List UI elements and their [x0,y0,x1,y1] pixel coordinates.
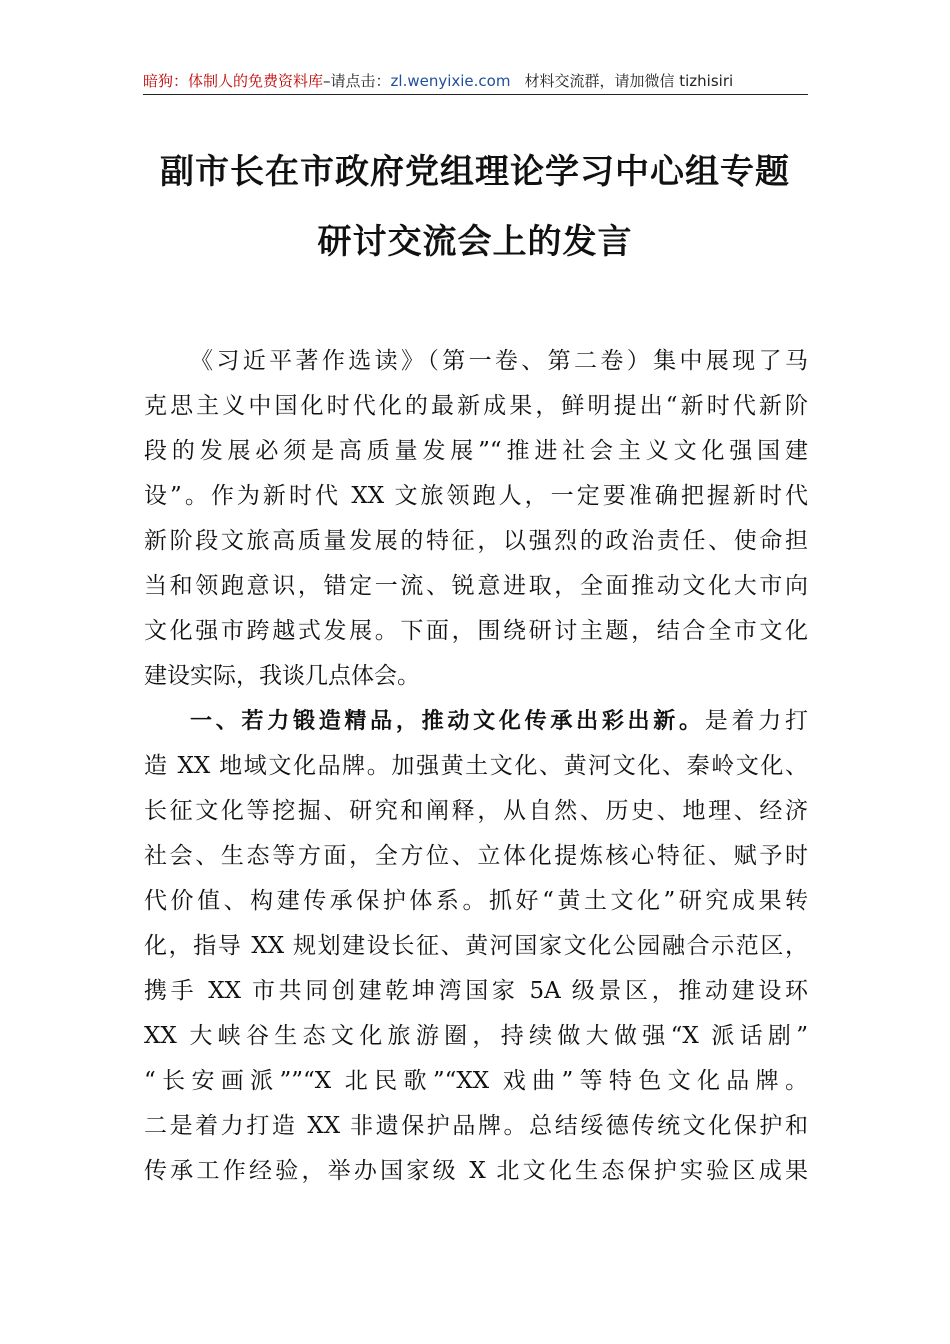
section-1-line: “长安画派””“X 北民歌”“XX 戏曲”等特色文化品牌。 [144,1068,808,1094]
paragraph-1-line: 当和领跑意识，错定一流、锐意进取，全面推动文化大市向 [144,573,808,599]
section-1-line: 化，指导 XX 规划建设长征、黄河国家文化公园融合示范区， [144,933,808,959]
paragraph-1-line: 段的发展必须是高质量发展”“推进社会主义文化强国建 [144,438,808,464]
section-1-line: 代价值、构建传承保护体系。抓好“黄土文化”研究成果转 [144,888,808,914]
section-1-first-line-text: 是着力打 [704,708,808,734]
header-banner [143,70,808,95]
paragraph-1-line: 建设实际，我谈几点体会。 [144,663,420,689]
paragraph-1-line: 设”。作为新时代 XX 文旅领跑人，一定要准确把握新时代 [144,483,808,509]
section-1-line: 携手 XX 市共同创建乾坤湾国家 5A 级景区，推动建设环 [144,978,808,1004]
section-1-line: 长征文化等挖掘、研究和阐释，从自然、历史、地理、经济 [144,798,808,824]
paragraph-1-line: 文化强市跨越式发展。下面，围绕研讨主题，结合全市文化 [144,618,808,644]
site-url-link[interactable]: zl.wenyixie.com [390,72,511,90]
paragraph-1-line: 新阶段文旅高质量发展的特征，以强烈的政治责任、使命担 [144,528,808,554]
document-body [144,339,808,1194]
section-1-line: XX 大峡谷生态文化旅游圈，持续做大做强“X 派话剧” [144,1023,808,1049]
paragraph-1-line: 克思主义中国化时代化的最新成果，鲜明提出“新时代新阶 [144,393,808,419]
section-1-line: 二是着力打造 XX 非遗保护品牌。总结绥德传统文化保护和 [144,1113,808,1139]
section-1-line: 造 XX 地域文化品牌。加强黄土文化、黄河文化、秦岭文化、 [144,753,808,779]
section-1-first-line [144,699,808,744]
link-prefix: –请点击： [323,72,391,90]
paragraph-1-line: 《习近平著作选读》（第一卷、第二卷）集中展现了马 [190,348,808,374]
title-line-1: 副市长在市政府党组理论学习中心组专题 [160,152,790,192]
site-name: 暗狗：体制人的免费资料库 [143,72,324,90]
section-1-heading: 一、若力锻造精品，推动文化传承出彩出新。 [190,709,705,734]
wechat-note: 材料交流群，请加微信 tizhisiri [524,72,734,90]
title-line-2: 研讨交流会上的发言 [317,222,633,262]
section-1-line: 传承工作经验，举办国家级 X 北文化生态保护实验区成果 [144,1158,808,1184]
section-1-line: 社会、生态等方面，全方位、立体化提炼核心特征、赋予时 [144,843,808,869]
